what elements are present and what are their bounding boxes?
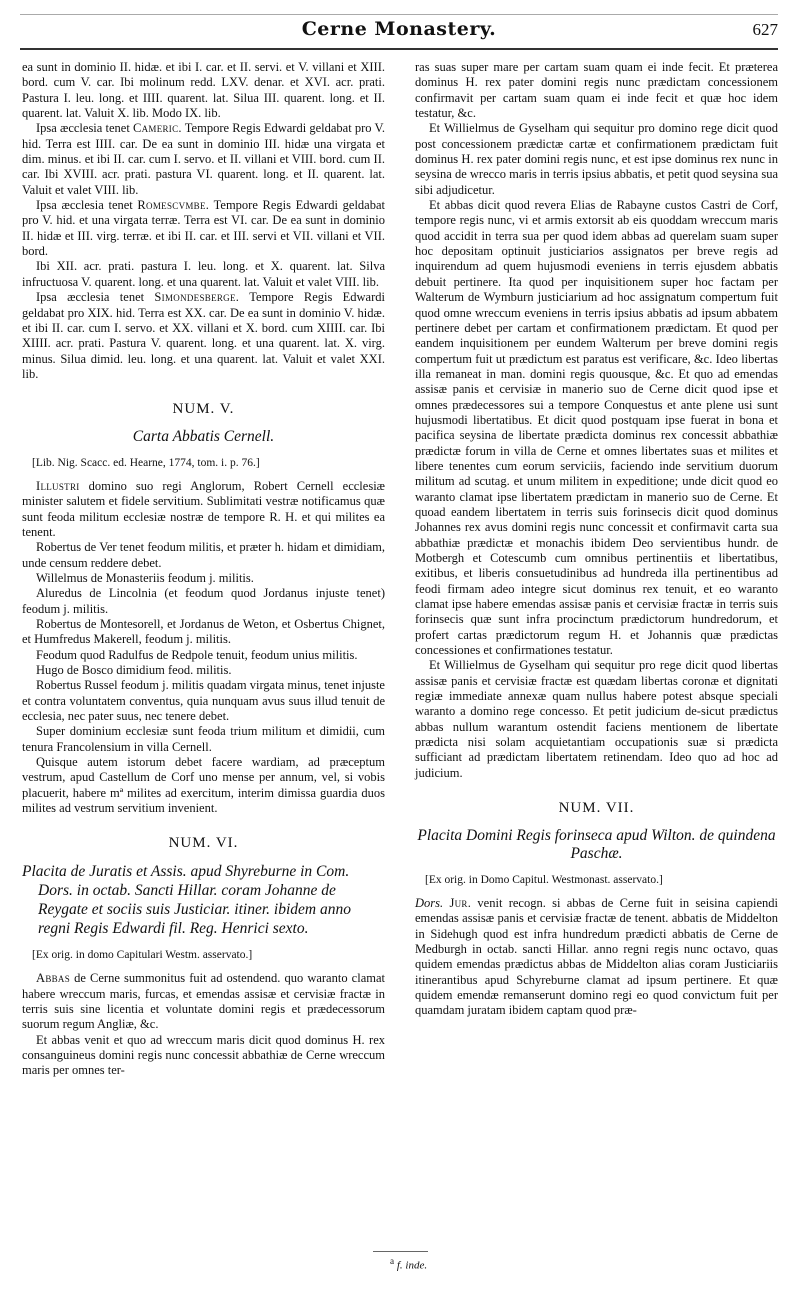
section-heading: NUM. VII. — [558, 800, 635, 817]
paragraph: Ipsa æcclesia tenet Simondesberge. Tempore Regis Edwardi geldabat pro XIX. hid. Terra est XX. car. De ea sunt in dominio V. hidæ. et ibi II. car. cum I. servo. et XX. villani et X. bord. cum XIIII. car. Ibi XIIII. acr. prati. Pastura V. quarent. long. et una quarent. lat. X. virg. minus. Silua dimid. leu. long. et una quarent. lat. Valuit et valet XXI. lib. — [22, 290, 385, 381]
paragraph: Et abbas venit et quo ad wreccum maris dicit quod dominus H. rex consanguineus domini regis nunc concessit abbathiæ de Cerne wreccum maris per omnes ter- — [22, 1032, 385, 1078]
paragraph: Hugo de Bosco dimidium feod. militis. — [36, 663, 232, 678]
paragraph: Robertus de Ver tenet feodum militis, et præter h. hidam et dimidiam, unde censum reddere debet. — [22, 540, 385, 570]
paragraph: Robertus de Montesorell, et Jordanus de Weton, et Osbertus Chignet, et Humfredus Makerell, feodum j. militis. — [22, 617, 385, 647]
section-heading: NUM. V. — [172, 401, 235, 418]
page-number: 627 — [752, 20, 778, 39]
header-rule — [20, 48, 778, 50]
paragraph: Et Willielmus de Gyselham qui sequitur pro domino rege dicit quod post concessionem prædictæ cartæ et confirmationem prædictam fuit dominus H. rex pater domini regis nunc, et est ipse dominus rex nunc in seysina de wrecco maris in terris ipsius abbatis, et petit quod seysina sua sibi adjudicetur. — [415, 121, 778, 197]
paragraph: Ipsa æcclesia tenet Romescvmbe. Tempore Regis Edwardi geldabat pro V. hid. et una virgata terræ. Terra est VI. car. De ea sunt in dominio II. hidæ et III. virg. terræ. et ibi II. car. et III. servi et VII. villani et VII. bord. — [22, 198, 385, 259]
paragraph: Et Willielmus de Gyselham qui sequitur pro rege dicit quod libertas assisæ panis et cervisiæ fractæ est quædam libertas coronæ et dignitati regiæ immediate annexæ quam nullus habere potest absque speciali waranto a domino rege concesso. Et petit judicium de-sicut prædictus abbas nullum warantum ostendit faciens mentionem de libertate prædicta nisi solam acquietantiam occupationis suæ si prædicta sufficiant ad prædictam libertatem retinendam. Ideo quo ad hoc ad judicium. — [415, 658, 778, 780]
right-column — [415, 60, 778, 1019]
running-title: Cerne Monastery. — [301, 18, 497, 40]
paragraph: Ipsa æcclesia tenet Cameric. Tempore Regis Edwardi geldabat pro V. hid. Terra est IIII. car. De ea sunt in dominio III. hidæ una virgata et dim. minus. et ibi II. car. cum I. servo. et II. villani et VIII. bord. cum II. car. Ibi XVIII. acr. prati. pastura VI. quarent. long. et II. quarent. lat. Valuit et valet VIII. lib. — [22, 121, 385, 197]
source-note: [Ex orig. in domo Capitulari Westm. asservato.] — [32, 948, 253, 961]
section-heading: NUM. VI. — [168, 835, 239, 852]
top-rule — [20, 14, 778, 15]
footnote-rule — [373, 1251, 428, 1252]
left-column — [22, 60, 385, 1079]
paragraph: ea sunt in dominio II. hidæ. et ibi I. car. et II. servi. et V. villani et XIII. bord. cum V. car. Ibi molinum redd. LXV. denar. et XVI. acr. prati. Pastura I. leu. long. et IIII. quarent. lat. Silua III. quarent. long. et II. quarent. lat. Valuit X. lib. Modo IX. lib. — [22, 60, 385, 121]
paragraph: Super dominium ecclesiæ sunt feoda trium militum et dimidii, cum tenura Francolensium in villa Cernell. — [22, 724, 385, 754]
paragraph: Dors. Jur. venit recogn. si abbas de Cerne fuit in seisina capiendi emendas assisæ panis et cervisiæ fractæ de tenent. abbatis de Middelton in Sidehugh quod est infra hundredum prædicti abbatis de Cerne de Medburgh in octab. sancti Hillar. anno regni regis nunc octavo, quas quidem emendas prædictus abbas de Middelton alias coram Justiciariis itinerantibus apud Schyreburne clamat ad ipsum pertinere. Et quæ quidem emendæ remanserunt domino regi eo quod convictum fuit per quamdam juratam ibidem captam quod præ- — [415, 895, 779, 1018]
document-title: Carta Abbatis Cernell. — [132, 427, 275, 445]
paragraph: Abbas de Cerne summonitus fuit ad ostendend. quo waranto clamat habere wreccum maris, furcas, et emendas assisæ et cervisiæ fractæ in terris suis sine licentia et voluntate domini regis et prædecessorum suorum regum Angliæ, &c. — [22, 971, 385, 1032]
source-note: [Lib. Nig. Scacc. ed. Hearne, 1774, tom. i. p. 76.] — [32, 456, 260, 469]
paragraph: Willelmus de Monasteriis feodum j. militis. — [36, 570, 254, 585]
footnote: $^a$ f. inde. — [390, 1256, 428, 1272]
document-title: Placita de Juratis et Assis. apud Shyreburne in Com. Dors. in octab. Sancti Hillar. coram Johanne de Reygate et sociis suis Justiciar. itiner. ibidem anno regni Regis Edwardi fil. Reg. Henrici sexto. — [22, 862, 351, 937]
paragraph: Feodum quod Radulfus de Redpole tenuit, feodum unius militis. — [36, 647, 358, 662]
paragraph: Robertus Russel feodum j. militis quadam virgata minus, tenet injuste et contra voluntatem conventus, quia nunquam avus suus illud tenuit de ecclesia, nec pater suus, nec tenere debet. — [22, 678, 385, 724]
paragraph: Ibi XII. acr. prati. pastura I. leu. long. et X. quarent. lat. Silva infructuosa V. quarent. long. et una quarent. lat. Valuit et valet VIII. lib. — [22, 259, 385, 289]
document-title: Placita Domini Regis forinseca apud Wilton. de quindena Paschæ. — [417, 826, 776, 862]
paragraph: Et abbas dicit quod revera Elias de Rabayne custos Castri de Corf, tempore regis nunc, vi et armis extorsit ab eis quoddam wreccum maris quod accidit in terra sua per quod idem abbas ad querelam suam super hoc depositam optinuit justiciarios assignatos per breve regis ad inquirendum ad quem hujusmodi eveniens in terris ejusdem abbatis debuit pertinere. Ita quod per inquisitionem super hoc factam per Walterum de Wymburn justiciarium ad hoc assignatum compertum fuit quod omne wreccum eveniens in terris ipsius abbatis ad ipsum abbatem pertinere debet per cartam et confirmationem prædictam. Et quod per eandem inquisitionem per eundem Walterum per breve domini regis compertum fuit ut prædictum est paratus est verificare, &c. Ideo libertas illa remaneat in man. domini regis quousque, &c. Et quo ad emendas assisæ panis et cervisiæ in manerio suo de Cerne dicit quod ipse et omnes prædecessores sui a tempore Conquestus et ante plene usi sunt hujusmodi libertatibus. Et dicit quod postquam ipse fuerat in bona et pacifica seysina de libertate prædicta dominus rex concessit abbathiæ prædictæ forum in villa de Cerne et omnes libertates suas et milites et libere tenentes cum eorum serviciis, faciendo inde servitium duorum militum ad scutag. et unum militem in expeditione; unde dicit quod eo waranto clamat ipse libertatem prædictam in manerio suo de Cerne. Et quoad eandem libertatem in terris suis forinsecis dicit quod dominus Johannes rex avus domini regis nunc concessit et confirmavit carta sua abbathiæ prædictæ et monachis ibidem Deo servientibus hundr. de Motbergh et Cotescumb cum omnibus pertinentiis et libertatibus, exitibus, et liberis consuetudinibus ad hundreda illa pertinentibus ad feodi firmam adeo integre sicut dominus rex tenuit, et eo waranto clamat ipse habere emendas assisæ panis et cervisiæ fractæ in terris suis forinsecis quæ sunt infra procinctum prædictorum hundredorum, et profert cartas prædictorum regum H. et Johannis quæ prædictas concessiones et confirmationes testatur. — [415, 198, 778, 658]
paragraph: Illustri domino suo regi Anglorum, Robert Cernell ecclesiæ minister salutem et fidele servitium. Sublimitati vestræ notificamus quæ sunt feoda militum ecclesiæ nostræ de tempore R. H. et qui milites ea tenent. — [22, 478, 385, 539]
source-note: [Ex orig. in Domo Capitul. Westmonast. asservato.] — [425, 873, 663, 886]
paragraph: ras suas super mare per cartam suam quam ei inde fecit. Et præterea dominus H. rex pater domini regis nunc prædictam concessionem confirmavit per cartam suam quam ei inde fecit et quæ hoc idem testatur, &c. — [415, 60, 778, 121]
paragraph: Aluredus de Lincolnia (et feodum quod Jordanus injuste tenet) feodum j. militis. — [22, 586, 385, 616]
paragraph: Quisque autem istorum debet facere wardiam, ad præceptum vestrum, apud Castellum de Corf uno mense per annum, vel, si vobis placuerit, habere mª milites ad exercitum, interim dimissa guardia duos milites ad vestrum servitium invenient. — [22, 755, 385, 816]
running-head — [20, 18, 778, 44]
